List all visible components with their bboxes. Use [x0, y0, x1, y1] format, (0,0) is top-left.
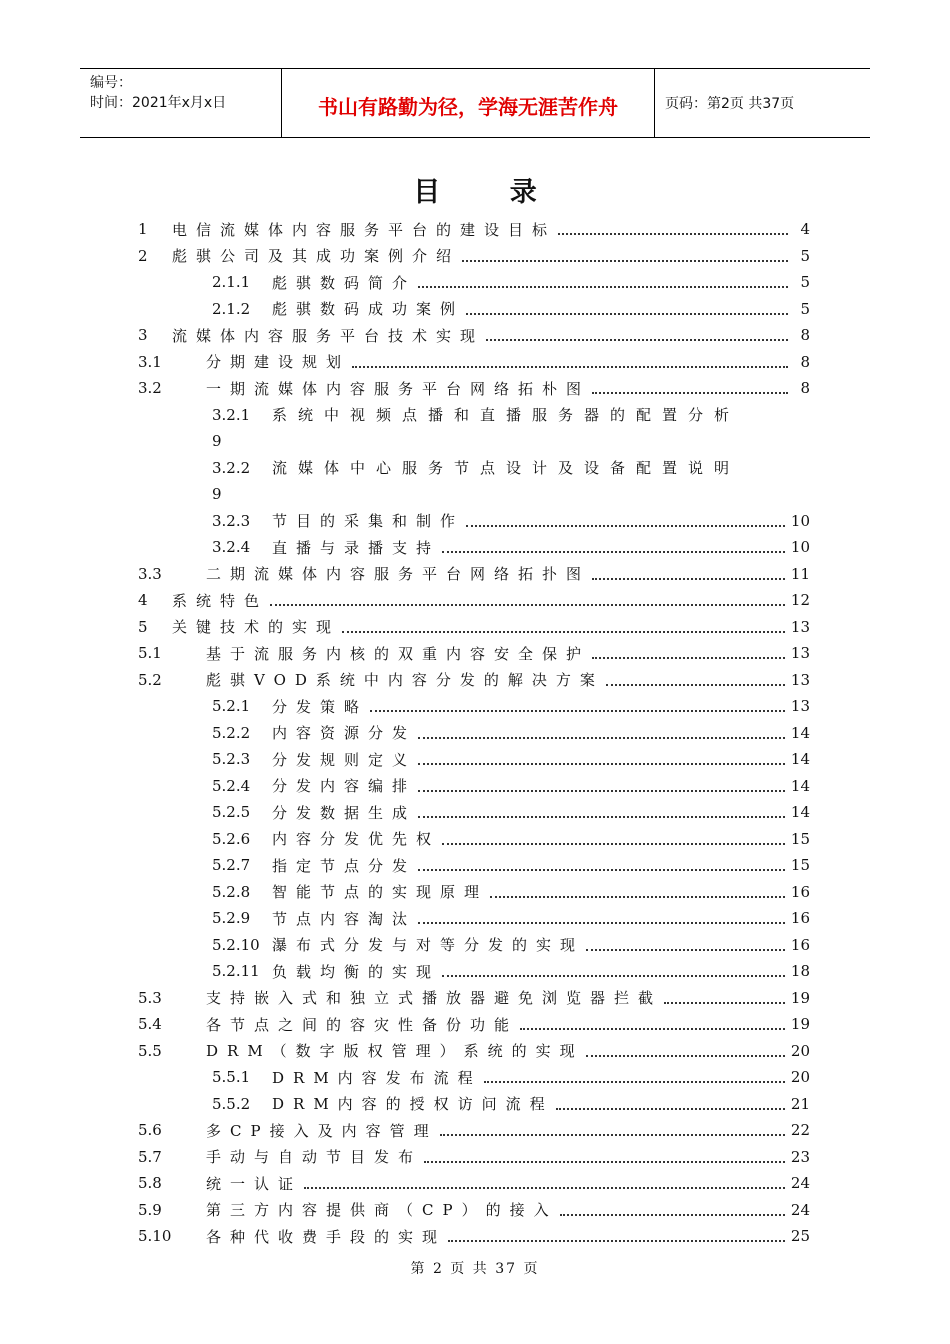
toc-leader-dots — [442, 843, 785, 845]
toc-leader-dots — [418, 286, 788, 288]
toc-entry-title: 分发策略 — [272, 697, 369, 716]
toc-entry-page: 20 — [790, 1068, 810, 1087]
toc-entry-page: 8 — [800, 326, 810, 345]
toc-entry[interactable] — [138, 428, 810, 455]
toc-entry[interactable] — [138, 852, 810, 879]
toc-entry-page: 20 — [790, 1041, 810, 1060]
toc-entry-number: 3 — [138, 326, 148, 345]
toc-leader-dots — [418, 869, 785, 871]
toc-entry-title: 分期建设规划 — [206, 353, 351, 372]
toc-entry[interactable] — [138, 1091, 810, 1118]
toc-entry-page: 10 — [790, 511, 810, 530]
toc-entry[interactable] — [138, 932, 810, 959]
toc-entry-page: 22 — [790, 1121, 810, 1140]
toc-entry-number: 5.7 — [138, 1147, 162, 1166]
toc-entry-title: 智能节点的实现原理 — [272, 883, 489, 902]
toc-entry[interactable] — [138, 402, 810, 429]
toc-leader-dots — [418, 790, 785, 792]
toc-entry-title: 电信流媒体内容服务平台的建设目标 — [172, 220, 557, 239]
toc-entry-number: 5.8 — [138, 1174, 162, 1193]
toc-leader-dots — [448, 1240, 785, 1242]
toc-entry-number: 5.4 — [138, 1015, 162, 1034]
toc-entry-number: 4 — [138, 591, 148, 610]
toc-entry-title: 统一认证 — [206, 1174, 303, 1193]
toc-entry-title: 各节点之间的容灾性备份功能 — [206, 1015, 519, 1034]
toc-entry[interactable] — [138, 349, 810, 376]
header-table — [80, 68, 870, 138]
toc-entry-number: 5.3 — [138, 988, 162, 1007]
toc-entry-page: 14 — [790, 750, 810, 769]
toc-leader-dots — [586, 949, 785, 951]
toc-entry-number: 5.1 — [138, 644, 162, 663]
toc-entry-title: DRM（数字版权管理）系统的实现 — [206, 1042, 584, 1061]
toc-entry[interactable] — [138, 296, 810, 323]
toc-entry-number: 5.2.6 — [212, 829, 251, 848]
toc-entry-number: 5.2.3 — [212, 750, 251, 769]
toc-leader-dots — [342, 631, 785, 633]
table-of-contents — [138, 216, 810, 1250]
toc-entry[interactable] — [138, 455, 810, 482]
toc-leader-dots — [440, 1134, 785, 1136]
toc-entry-number: 5.2.10 — [212, 935, 260, 954]
toc-entry[interactable] — [138, 1144, 810, 1171]
toc-entry[interactable] — [138, 587, 810, 614]
toc-entry-title: 系统中视频点播和直播服务器的配置分析 — [272, 406, 741, 425]
toc-entry-page: 14 — [790, 723, 810, 742]
toc-entry[interactable] — [138, 216, 810, 243]
toc-entry-number: 5.5 — [138, 1041, 162, 1060]
toc-entry-number: 5.2 — [138, 670, 162, 689]
toc-entry[interactable] — [138, 879, 810, 906]
toc-entry-title: 关键技术的实现 — [172, 618, 341, 637]
toc-entry-page: 16 — [790, 935, 810, 954]
toc-entry-title: 节目的采集和制作 — [272, 512, 465, 531]
toc-leader-dots — [442, 975, 785, 977]
toc-entry-title: 分发内容编排 — [272, 777, 417, 796]
toc-leader-dots — [606, 684, 785, 686]
toc-title: 目 录 — [413, 177, 567, 208]
toc-entry-number: 3.1 — [138, 352, 162, 371]
toc-entry[interactable] — [138, 1197, 810, 1224]
toc-leader-dots — [466, 525, 785, 527]
toc-entry-title: 多CP接入及内容管理 — [206, 1121, 438, 1140]
toc-entry-page: 24 — [790, 1200, 810, 1219]
toc-leader-dots — [418, 763, 785, 765]
toc-entry[interactable] — [138, 1117, 810, 1144]
toc-entry-page: 4 — [800, 220, 810, 239]
toc-entry[interactable] — [138, 269, 810, 296]
toc-entry-number: 5.9 — [138, 1200, 162, 1219]
toc-leader-dots — [418, 922, 785, 924]
toc-entry-page: 16 — [790, 909, 810, 928]
toc-entry-title: 内容分发优先权 — [272, 830, 441, 849]
toc-entry-page: 19 — [790, 1015, 810, 1034]
toc-entry-page: 25 — [790, 1227, 810, 1246]
toc-leader-dots — [424, 1161, 785, 1163]
toc-entry-title: 手动与自动节目发布 — [206, 1148, 423, 1167]
toc-leader-dots — [560, 1214, 785, 1216]
toc-entry[interactable] — [138, 905, 810, 932]
toc-entry-page: 8 — [800, 379, 810, 398]
toc-leader-dots — [418, 816, 785, 818]
toc-entry-title: 内容资源分发 — [272, 724, 417, 743]
toc-leader-dots — [270, 604, 785, 606]
toc-entry-title: 负载均衡的实现 — [272, 962, 441, 981]
toc-entry-title: DRM内容的授权访问流程 — [272, 1095, 554, 1114]
toc-entry[interactable] — [138, 667, 810, 694]
toc-entry[interactable] — [138, 322, 810, 349]
toc-entry-number: 5.2.7 — [212, 856, 251, 875]
toc-leader-dots — [370, 710, 785, 712]
toc-entry-page-continued: 9 — [212, 432, 231, 451]
toc-entry-number: 3.2.3 — [212, 511, 251, 530]
toc-entry-page: 15 — [790, 829, 810, 848]
toc-entry-number: 2.1.2 — [212, 299, 251, 318]
toc-entry[interactable] — [138, 826, 810, 853]
toc-leader-dots — [592, 578, 785, 580]
toc-entry-title: 直播与录播支持 — [272, 538, 441, 557]
toc-entry-title: 支持嵌入式和独立式播放器避免浏览器拦截 — [206, 989, 663, 1008]
toc-entry-title: 分发规则定义 — [272, 750, 417, 769]
toc-entry-number: 5 — [138, 617, 148, 636]
toc-entry-title: 彪骐公司及其成功案例介绍 — [172, 247, 461, 266]
toc-entry[interactable] — [138, 1011, 810, 1038]
toc-entry[interactable] — [138, 1038, 810, 1065]
header-motto: 书山有路勤为径，学海无涯苦作舟 — [282, 69, 655, 137]
toc-entry-title: 一期流媒体内容服务平台网络拓朴图 — [206, 379, 591, 398]
toc-leader-dots — [520, 1028, 785, 1030]
toc-entry-title: 瀑布式分发与对等分发的实现 — [272, 936, 585, 955]
toc-entry-page: 21 — [790, 1094, 810, 1113]
toc-entry-page: 13 — [790, 644, 810, 663]
toc-entry-title: 彪骐VOD系统中内容分发的解决方案 — [206, 671, 604, 690]
toc-entry-title: 基于流服务内核的双重内容安全保护 — [206, 644, 591, 663]
toc-entry-title: 彪骐数码简介 — [272, 273, 417, 292]
toc-entry-page: 15 — [790, 856, 810, 875]
number-label: 编号： — [90, 75, 132, 91]
toc-leader-dots — [418, 737, 785, 739]
toc-entry-title: 各种代收费手段的实现 — [206, 1227, 447, 1246]
toc-entry-title: 节点内容淘汰 — [272, 909, 417, 928]
toc-leader-dots — [442, 551, 785, 553]
toc-entry-title: 第三方内容提供商（CP）的接入 — [206, 1201, 558, 1220]
toc-entry-number: 3.2 — [138, 379, 162, 398]
toc-entry-number: 5.5.2 — [212, 1094, 251, 1113]
toc-entry[interactable] — [138, 1223, 810, 1250]
toc-leader-dots — [592, 392, 788, 394]
toc-leader-dots — [462, 260, 788, 262]
toc-entry-title: 流媒体中心服务节点设计及设备配置说明 — [272, 459, 741, 478]
time-label: 时间：2021年x月x日 — [90, 95, 227, 111]
toc-entry-number: 5.2.8 — [212, 882, 251, 901]
toc-entry-title: 流媒体内容服务平台技术实现 — [172, 326, 485, 345]
toc-entry-title: 指定节点分发 — [272, 856, 417, 875]
toc-entry-title: 系统特色 — [172, 591, 269, 610]
toc-entry-number: 3.3 — [138, 564, 162, 583]
toc-leader-dots — [558, 233, 788, 235]
toc-entry-number: 2.1.1 — [212, 273, 251, 292]
toc-leader-dots — [556, 1108, 785, 1110]
toc-entry-title: 分发数据生成 — [272, 803, 417, 822]
toc-entry-page: 19 — [790, 988, 810, 1007]
toc-entry-number: 3.2.2 — [212, 458, 251, 477]
toc-entry[interactable] — [138, 693, 810, 720]
toc-entry-number: 5.2.11 — [212, 962, 260, 981]
toc-entry-page: 13 — [790, 697, 810, 716]
toc-entry-number: 5.6 — [138, 1121, 162, 1140]
toc-entry-page: 12 — [790, 591, 810, 610]
toc-entry-number: 2 — [138, 246, 148, 265]
toc-entry[interactable] — [138, 243, 810, 270]
toc-entry[interactable] — [138, 508, 810, 535]
toc-entry-number: 5.2.1 — [212, 697, 251, 716]
toc-entry-number: 5.2.5 — [212, 803, 251, 822]
toc-leader-dots — [592, 657, 785, 659]
toc-entry-page: 8 — [800, 352, 810, 371]
toc-leader-dots — [484, 1081, 785, 1083]
toc-entry[interactable] — [138, 375, 810, 402]
toc-entry[interactable] — [138, 534, 810, 561]
toc-entry-number: 5.2.9 — [212, 909, 251, 928]
toc-entry-page: 11 — [790, 564, 810, 583]
toc-entry-page-continued: 9 — [212, 485, 231, 504]
toc-entry[interactable] — [138, 799, 810, 826]
toc-entry-number: 5.10 — [138, 1227, 172, 1246]
toc-entry-number: 3.2.1 — [212, 405, 251, 424]
toc-entry[interactable] — [138, 958, 810, 985]
toc-entry-page: 5 — [800, 273, 810, 292]
toc-entry-page: 13 — [790, 670, 810, 689]
toc-entry[interactable] — [138, 720, 810, 747]
toc-entry[interactable] — [138, 773, 810, 800]
toc-entry-page: 13 — [790, 617, 810, 636]
toc-entry[interactable] — [138, 640, 810, 667]
toc-entry[interactable] — [138, 985, 810, 1012]
toc-entry-number: 1 — [138, 220, 148, 239]
toc-entry-page: 18 — [790, 962, 810, 981]
toc-leader-dots — [352, 366, 788, 368]
toc-entry-page: 10 — [790, 538, 810, 557]
toc-entry-number: 3.2.4 — [212, 538, 251, 557]
toc-leader-dots — [490, 896, 785, 898]
toc-entry[interactable] — [138, 746, 810, 773]
toc-leader-dots — [664, 1002, 785, 1004]
toc-leader-dots — [486, 339, 788, 341]
header-page-info: 页码：第2页 共37页 — [665, 96, 795, 112]
header-meta — [80, 69, 282, 137]
toc-entry[interactable] — [138, 561, 810, 588]
toc-entry-page: 16 — [790, 882, 810, 901]
toc-entry-page: 14 — [790, 776, 810, 795]
toc-entry[interactable] — [138, 481, 810, 508]
toc-leader-dots — [586, 1055, 785, 1057]
toc-entry-number: 5.2.2 — [212, 723, 251, 742]
toc-leader-dots — [304, 1187, 785, 1189]
page-footer: 第 2 页 共 37 页 — [410, 1261, 540, 1277]
toc-entry-number: 5.5.1 — [212, 1068, 251, 1087]
toc-leader-dots — [466, 313, 788, 315]
toc-entry-title: 二期流媒体内容服务平台网络拓扑图 — [206, 565, 591, 584]
toc-entry-page: 5 — [800, 299, 810, 318]
toc-entry[interactable] — [138, 1064, 810, 1091]
toc-entry[interactable] — [138, 614, 810, 641]
toc-entry-page: 14 — [790, 803, 810, 822]
toc-entry[interactable] — [138, 1170, 810, 1197]
toc-entry-page: 5 — [800, 246, 810, 265]
toc-entry-number: 5.2.4 — [212, 776, 251, 795]
toc-entry-title: 彪骐数码成功案例 — [272, 300, 465, 319]
toc-entry-page: 23 — [790, 1147, 810, 1166]
toc-entry-page: 24 — [790, 1174, 810, 1193]
toc-entry-title: DRM内容发布流程 — [272, 1068, 482, 1087]
